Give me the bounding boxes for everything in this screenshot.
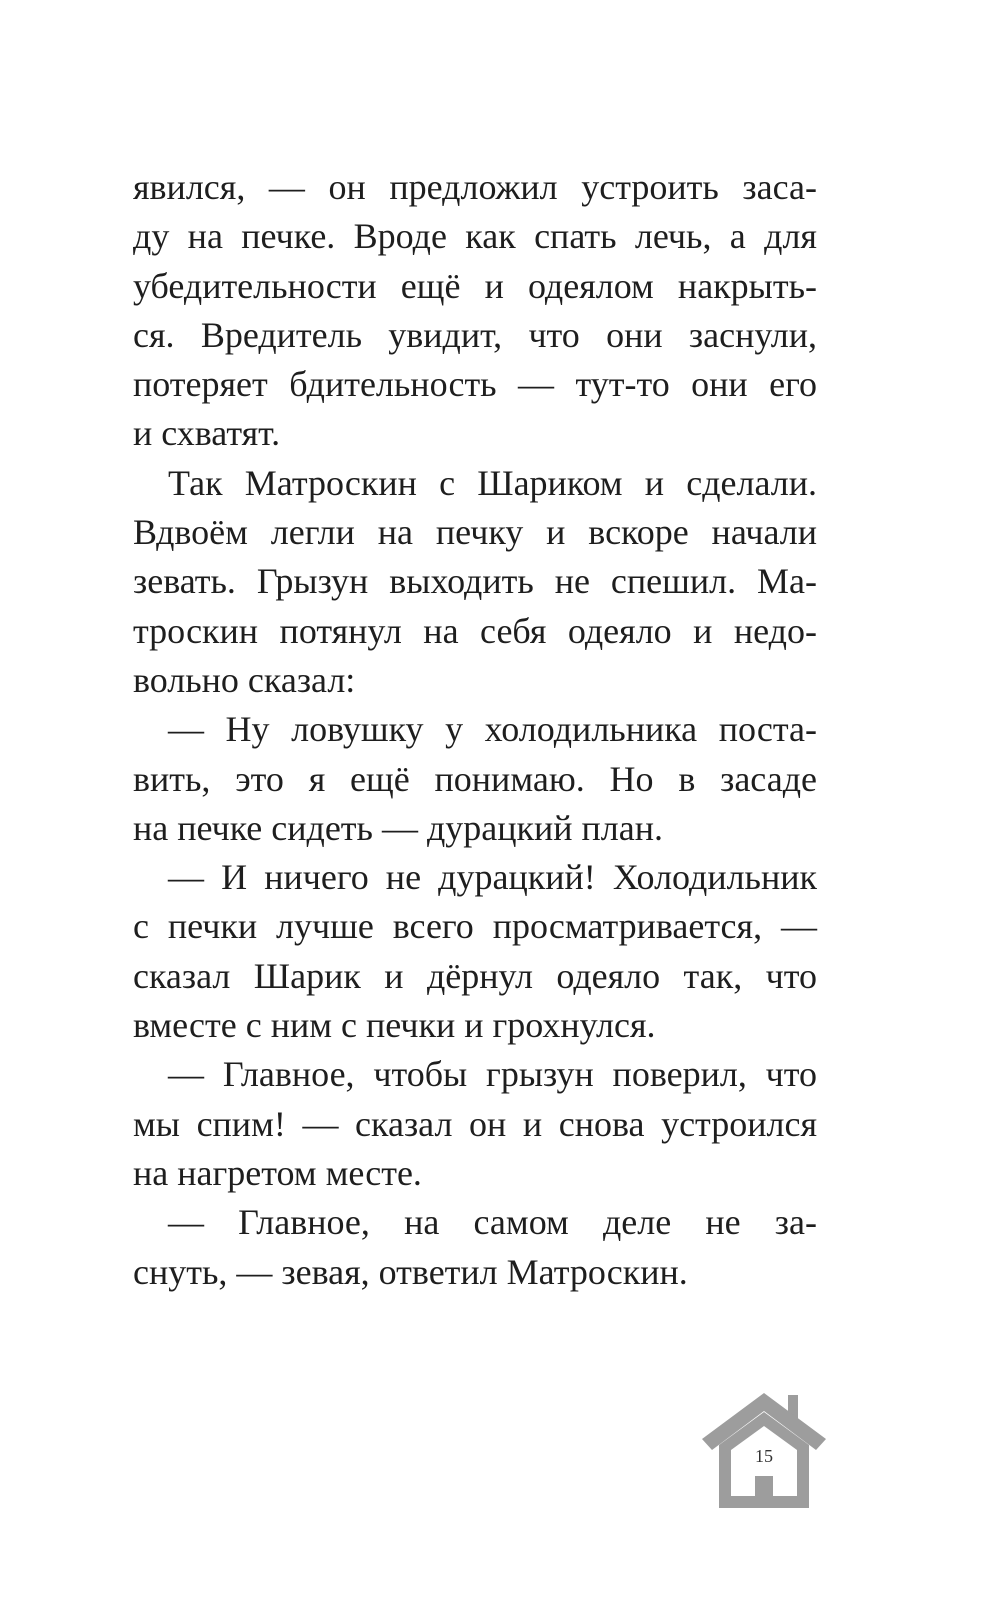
text-line: — И ничего не дурацкий! Холодильник xyxy=(168,857,817,898)
page-text xyxy=(133,163,817,1297)
text-line: на печке сидеть — дурацкий план. xyxy=(133,807,664,848)
text-line: троскин потянул на себя одеяло и недо- xyxy=(133,610,817,651)
text-line: — Главное, чтобы грызун поверил, что xyxy=(168,1054,817,1095)
text-line: потеряет бдительность — тут-то они его xyxy=(133,364,817,405)
text-line: мы спим! — сказал он и снова устроился xyxy=(133,1103,817,1144)
text-line: ся. Вредитель увидит, что они заснули, xyxy=(133,314,817,355)
text-line: — Ну ловушку у холодильника поста- xyxy=(168,709,817,750)
text-line: вольно сказал: xyxy=(133,659,356,700)
text-line: вместе с ним с печки и грохнулся. xyxy=(133,1005,656,1046)
text-line: снуть, — зевая, ответил Матроскин. xyxy=(133,1251,688,1292)
page-number: 15 xyxy=(755,1446,773,1466)
text-line: Так Матроскин с Шариком и сделали. xyxy=(168,462,817,503)
text-line: и схватят. xyxy=(133,413,281,454)
text-line: ду на печке. Вроде как спать лечь, а для xyxy=(133,216,817,257)
text-line: вить, это я ещё понимаю. Но в засаде xyxy=(133,758,817,799)
text-line: на нагретом месте. xyxy=(133,1152,422,1193)
text-line: убедительности ещё и одеялом накрыть- xyxy=(133,265,817,306)
text-line: с печки лучше всего просматривается, — xyxy=(133,906,817,947)
text-line: сказал Шарик и дёрнул одеяло так, что xyxy=(133,955,817,996)
text-line: зевать. Грызун выходить не спешил. Ма- xyxy=(133,561,817,602)
text-line: Вдвоём легли на печку и вскоре начали xyxy=(133,512,817,553)
text-line: — Главное, на самом деле не за- xyxy=(168,1202,817,1243)
text-line: явился, — он предложил устроить заса- xyxy=(133,167,817,207)
